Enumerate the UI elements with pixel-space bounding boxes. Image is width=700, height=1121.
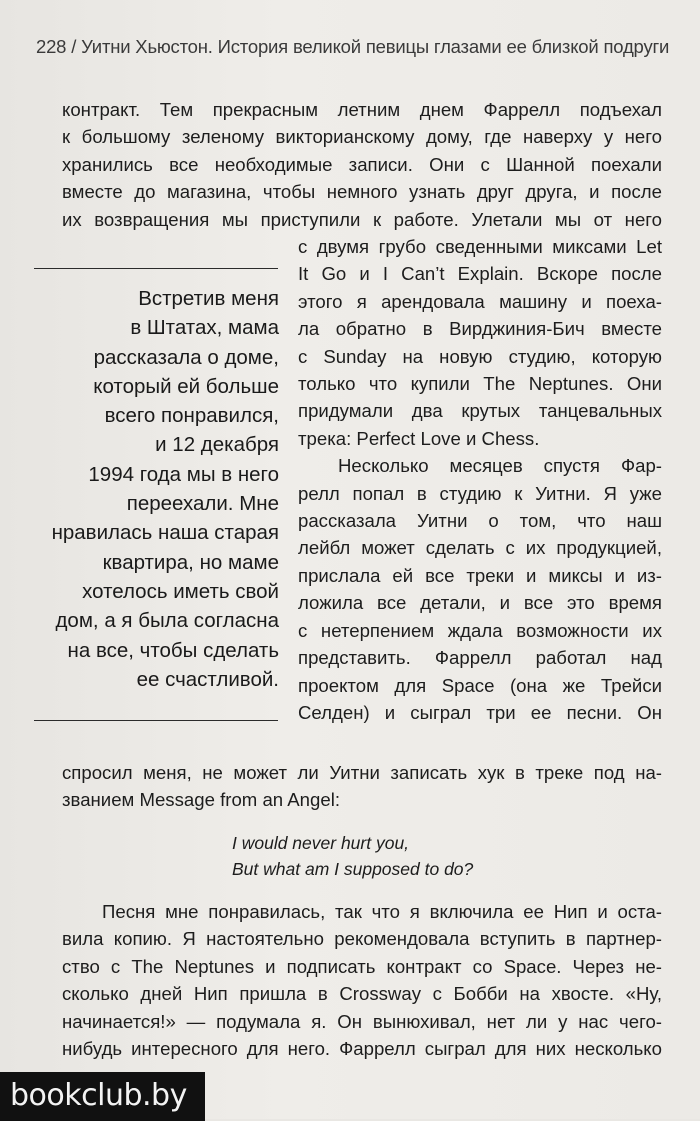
text-line: только что купили The Neptunes. Они: [298, 373, 662, 395]
text-line: контракт. Тем прекрасным летним днем Фаррелл подъехал: [62, 99, 662, 120]
pull-quote-line: переехали. Мне: [126, 492, 279, 516]
pull-quote-line: рассказала о доме,: [93, 345, 279, 369]
text-line: хранились все необходимые записи. Они с Шанной поехали: [62, 153, 662, 175]
lyric-line: But what am I supposed to do?: [232, 859, 474, 879]
pull-quote-top-rule: [34, 268, 278, 269]
text-line: с двумя грубо сведенными миксами Let: [298, 236, 662, 257]
lyric-line: I would never hurt you,: [232, 833, 410, 853]
text-line: трека: Perfect Love и Chess.: [298, 427, 540, 449]
text-line: ство с The Neptunes и подписать контракт со Space. Через не-: [62, 955, 662, 977]
text-line: проектом для Space (она же Трейси: [298, 674, 662, 696]
text-line: Несколько месяцев спустя Фар-: [338, 455, 662, 477]
text-line: Песня мне понравилась, так что я включила ее Нип и оста-: [102, 901, 662, 922]
pull-quote-line: нравилась наша старая: [51, 521, 279, 545]
text-line: ла обратно в Вирджиния-Бич вместе: [298, 318, 662, 340]
pull-quote-line: ее счастливой.: [136, 667, 279, 691]
text-line: вила копию. Я настоятельно рекомендовала вступить в партнер-: [62, 928, 662, 950]
pull-quote-line: на все, чтобы сделать: [67, 638, 279, 662]
text-line: нибудь интересного для него. Фаррелл сыграл для них несколько: [62, 1038, 662, 1060]
text-line: к большому зеленому викторианскому дому, где наверху у него: [62, 126, 662, 148]
text-line: с Sunday на новую студию, которую: [298, 345, 662, 367]
text-line: Селден) и сыграл три ее песни. Он: [298, 701, 662, 723]
text-line: начинается!» — подумала я. Он вынюхивал, нет ли у нас чего-: [62, 1010, 662, 1032]
text-line: релл попал в студию к Уитни. Я уже: [298, 482, 662, 504]
pull-quote-line: всего понравился,: [104, 404, 279, 428]
bottom-paragraph: [62, 898, 662, 1062]
pull-quote-line: Встретив меня: [138, 287, 279, 310]
text-line: вместе до магазина, чтобы немного узнать друг друга, и после: [62, 181, 662, 203]
text-line: прислала ей все треки и миксы и из-: [298, 564, 662, 586]
pull-quote-line: в Штатах, мама: [130, 316, 279, 340]
top-paragraph: [62, 96, 662, 233]
text-line: званием Message from an Angel:: [62, 789, 340, 811]
text-line: It Go и I Can’t Explain. Вскоре после: [298, 263, 662, 285]
text-line: лейбл может сделать с их продукцией,: [298, 537, 662, 559]
text-line: придумали два крутых танцевальных: [298, 400, 662, 422]
text-line: сколько дней Нип пришла в Crossway с Бобби на хвосте. «Ну,: [62, 983, 662, 1005]
pull-quote-line: который ей больше: [93, 374, 279, 398]
song-lyrics: [232, 830, 473, 882]
pull-quote-bottom-rule: [34, 720, 278, 721]
pull-quote: [34, 284, 279, 694]
text-line: с нетерпением ждала возможности их: [298, 619, 662, 641]
text-line: спросил меня, не может ли Уитни записать хук в треке под на-: [62, 762, 662, 783]
pull-quote-line: хотелось иметь свой: [82, 579, 279, 603]
text-line: их возвращения мы приступили к работе. Улетали мы от него: [62, 208, 662, 230]
pull-quote-line: и 12 декабря: [155, 433, 279, 457]
text-line: представить. Фаррелл работал над: [298, 647, 662, 669]
pull-quote-line: дом, а я была согласна: [55, 609, 279, 633]
text-line: ложила все детали, и все это время: [298, 592, 662, 614]
pull-quote-line: квартира, но маме: [102, 550, 279, 574]
running-header: 228 / Уитни Хьюстон. История великой певицы глазами ее близкой подруги: [36, 36, 670, 57]
pull-quote-line: 1994 года мы в него: [88, 462, 279, 486]
text-line: этого я арендовала машину и поеха-: [298, 290, 662, 312]
right-column-text: [298, 233, 662, 726]
site-watermark: bookclub.by: [0, 1072, 205, 1121]
text-line: рассказала Уитни о том, что наш: [298, 510, 662, 532]
mid-paragraph: [62, 759, 662, 814]
